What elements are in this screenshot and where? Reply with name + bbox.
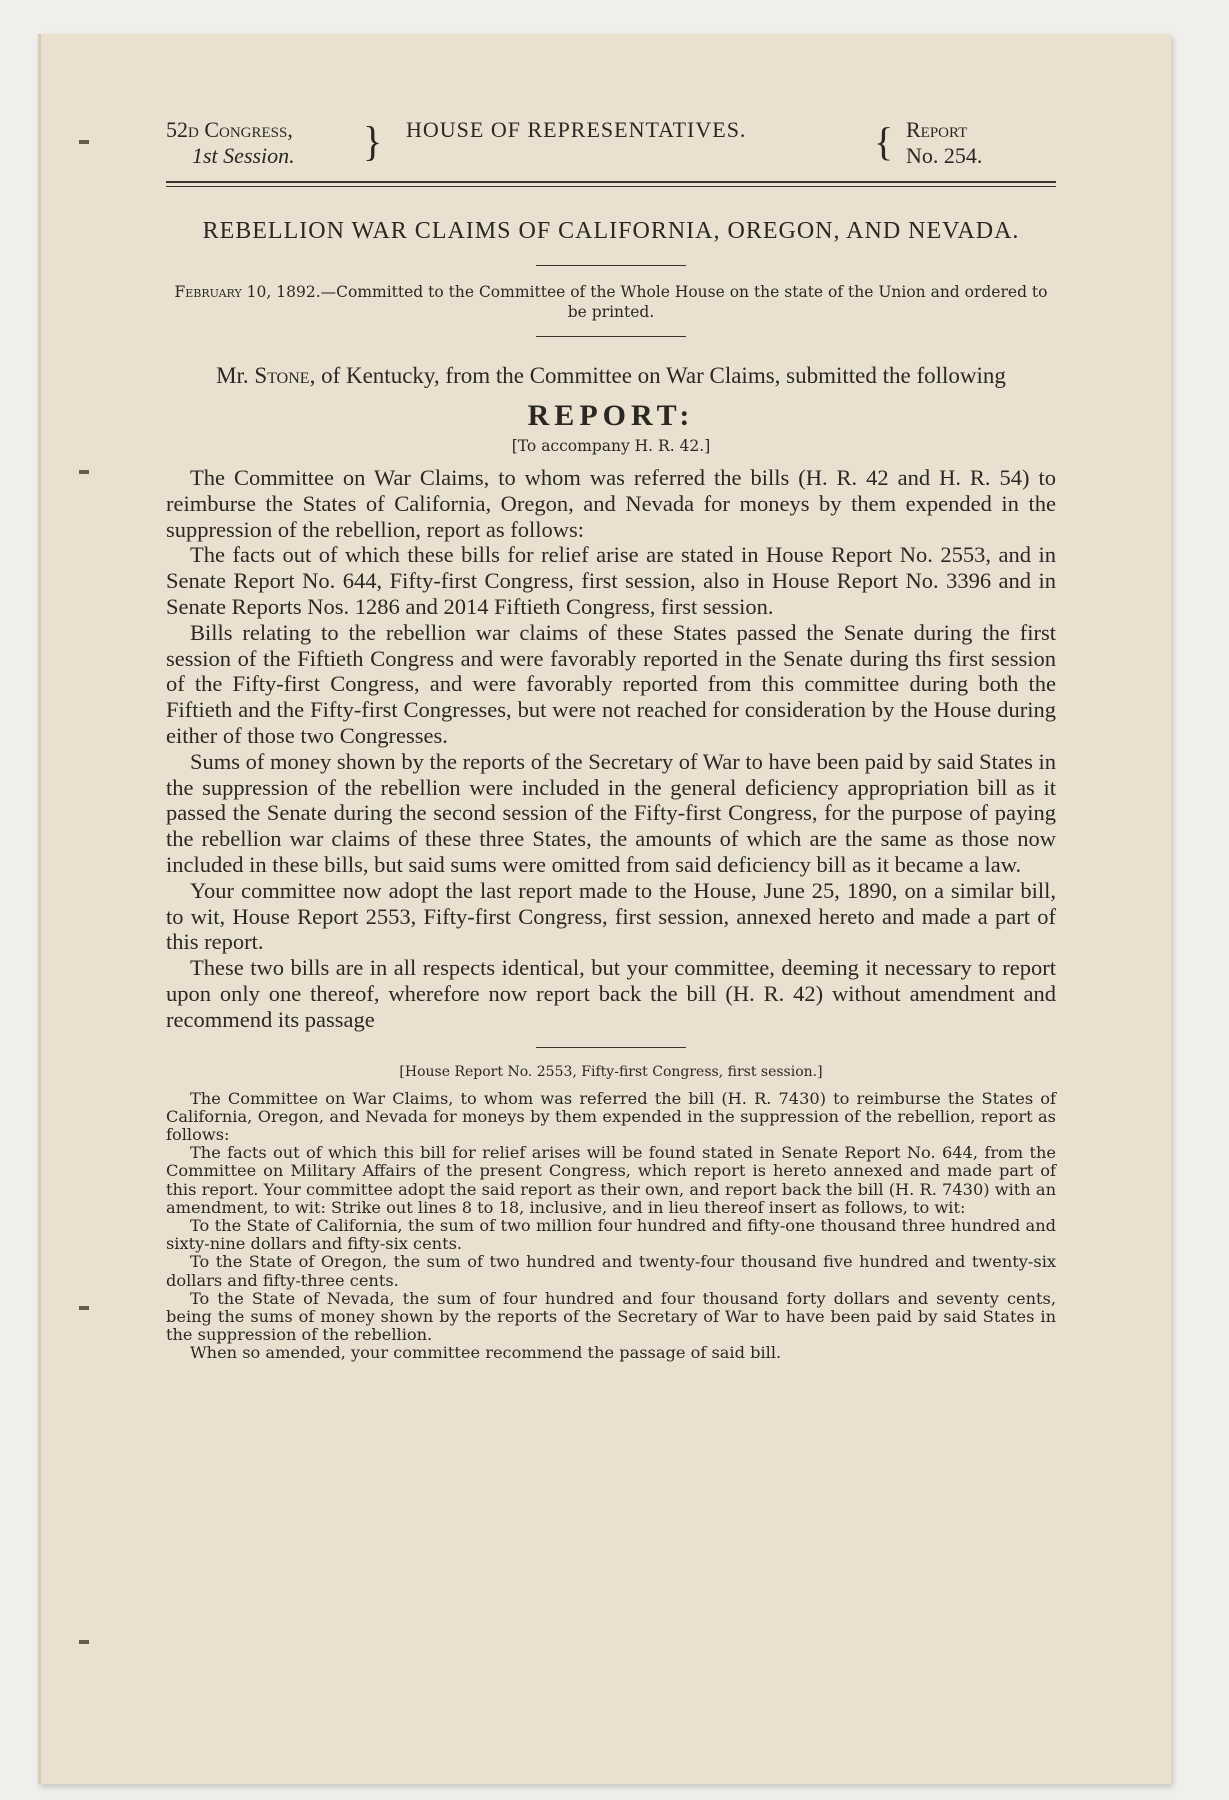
annex-paragraph: The Committee on War Claims, to whom was referred the bill (H. R. 7430) to reimburse the States of California, Oregon, and Nevada for moneys by them expended in the suppression of the rebellion, report as follows: [166, 1088, 1056, 1144]
divider [536, 265, 686, 266]
annex-paragraph: The facts out of which this bill for relief arises will be found stated in Senate Report No. 644, from the Committee on Military Affairs of the present Congress, which report is hereto annexed and made part of this report. Your committee adopt the said report as their own, and report back the bill (H. R. 7430) with an amendment, to wit: Strike out lines 8 to 18, inclusive, and in lieu thereof insert as follows, to wit: [166, 1143, 1056, 1217]
paragraph: Sums of money shown by the reports of the Secretary of War to have been paid by said States in the suppression of the rebellion were included in the general deficiency appropriation bill as it passed the Senate during the second session of the Fifty-first Congress, for the purpose of paying the rebellion war claims of these three States, the amounts of which are the same as those now included in these bills, but said sums were omitted from said deficiency bill as it became a law. [166, 748, 1056, 877]
paragraph: Bills relating to the rebellion war claims of these States passed the Senate during the first session of the Fiftieth Congress and were favorably reported in the Senate during ths first session of the Fifty-first Congress, and were favorably reported from this committee during both the Fiftieth and the Fifty-first Congresses, but were not reached for consideration by the House during either of those two Congresses. [166, 619, 1056, 748]
congress: 52d Congress, [166, 117, 293, 142]
paragraph: Your committee now adopt the last report made to the House, June 25, 1890, on a similar bill, to wit, House Report 2553, Fifty-first Congress, first session, annexed hereto and made a part of this report. [166, 877, 1056, 955]
divider [536, 336, 686, 337]
accompany-note: [To accompany H. R. 42.] [511, 437, 711, 455]
congress-session [166, 117, 383, 169]
document-title: REBELLION WAR CLAIMS OF CALIFORNIA, OREGON, AND NEVADA. [202, 218, 1020, 244]
submitter-line [166, 363, 1056, 389]
binding-mark [79, 1306, 89, 1310]
document-page [38, 34, 1171, 1784]
house-heading: HOUSE OF REPRESENTATIVES. [406, 117, 747, 142]
paragraph: The Committee on War Claims, to whom was referred the bills (H. R. 42 and H. R. 54) to reimburse the States of California, Oregon, and Nevada for moneys by them expended in the suppression of the rebellion, report as follows: [166, 465, 1056, 542]
binding-mark [79, 470, 89, 474]
committed-date: February [174, 283, 242, 301]
committed-text: 10, 1892.—Committed to the Committee of the Whole House on the state of the Union and ordered to be printed. [246, 283, 1048, 321]
paragraph: These two bills are in all respects identical, but your committee, deeming it necessary to report upon only one thereof, wherefore now report back the bill (H. R. 42) without amendment and recommend its passage [166, 955, 1056, 1032]
annex-heading: [House Report No. 2553, Fifty-first Congress, first session.] [399, 1063, 823, 1080]
annex-paragraph: To the State of California, the sum of two million four hundred and fifty-one thousand three hundred and sixty-nine dollars and fifty-six cents. [166, 1215, 1056, 1254]
submitter-name: Stone [254, 363, 310, 388]
report-number [874, 117, 983, 169]
submitter-rest: , of Kentucky, from the Committee on War Claims, submitted the following [309, 363, 1006, 388]
report-body [166, 465, 1056, 1033]
annex-paragraph: To the State of Oregon, the sum of two hundred and twenty-four thousand five hundred and twenty-six dollars and fifty-three cents. [166, 1252, 1056, 1290]
annex-paragraph: To the State of Nevada, the sum of four hundred and four thousand forty dollars and seventy cents, being the sums of money shown by the reports of the Secretary of War to have been paid by said States in the suppression of the rebellion. [166, 1288, 1056, 1345]
divider [536, 1047, 686, 1048]
submitter-prefix: Mr. [216, 363, 249, 388]
committed-note [166, 282, 1056, 322]
annex-paragraph: When so amended, your committee recommend the passage of said bill. [190, 1343, 782, 1363]
binding-mark [79, 1640, 89, 1644]
brace: } [363, 117, 383, 166]
report-heading: REPORT: [527, 399, 695, 432]
document-content [166, 117, 1056, 1363]
header-rule [166, 181, 1056, 187]
report-label: Report [906, 117, 968, 142]
session: 1st Session. [192, 143, 295, 168]
annex-body [166, 1090, 1056, 1363]
binding-mark [79, 140, 89, 144]
report-no: No. 254. [906, 143, 983, 168]
document-header [166, 117, 1056, 177]
paragraph: The facts out of which these bills for relief arise are stated in House Report No. 2553, and in Senate Report No. 644, Fifty-first Congress, first session, also in House Report No. 3396 and in Senate Reports Nos. 1286 and 2014 Fiftieth Congress, first session. [166, 542, 1056, 619]
brace: { [874, 119, 894, 164]
